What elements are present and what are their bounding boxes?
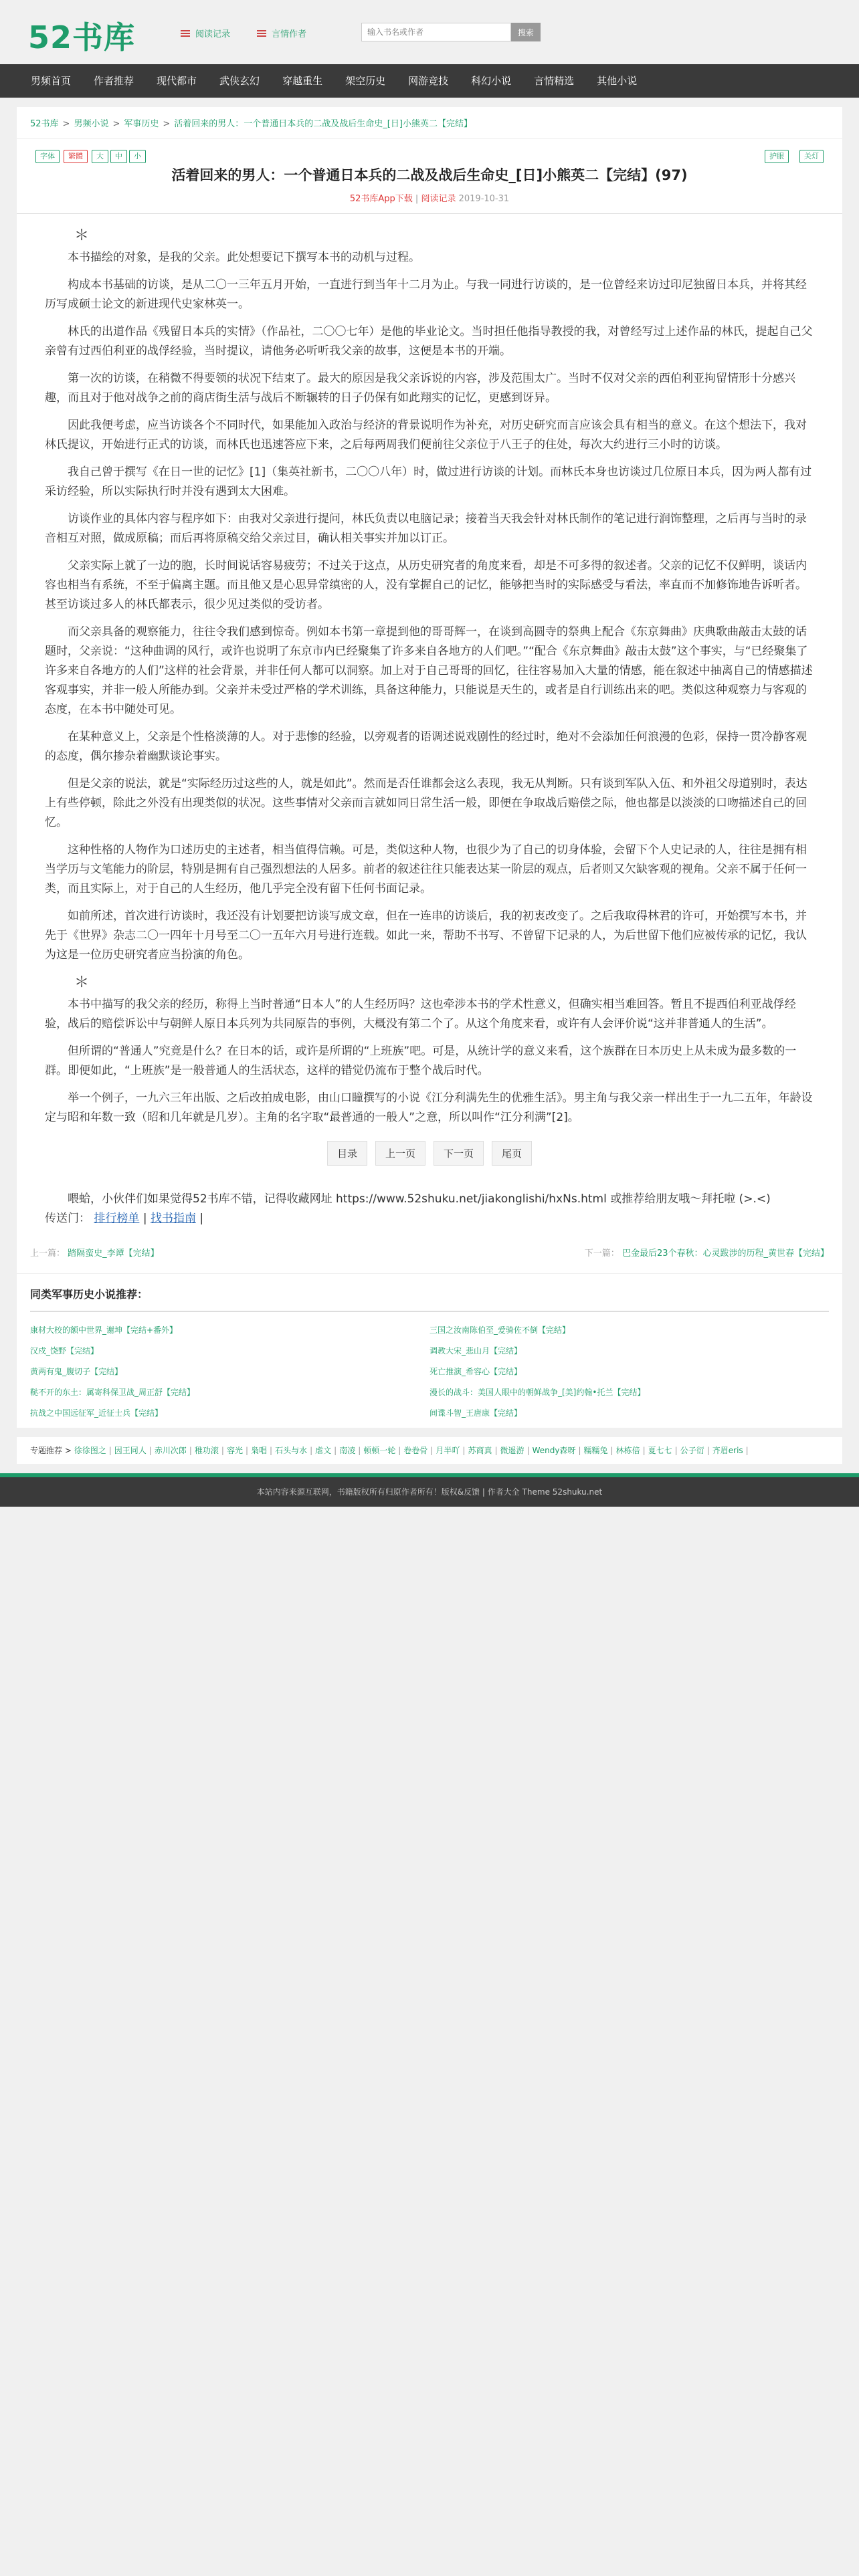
tag-separator: | (610, 1446, 613, 1455)
font-small-button[interactable]: 小 (129, 150, 146, 163)
topic-tag[interactable]: 石头与水 (275, 1446, 308, 1455)
app-download-link[interactable]: 52书库App下载 (349, 194, 413, 204)
chapter-title: 活着回来的男人：一个普通日本兵的二战及战后生命史_[日]小熊英二【完结】(97) (171, 167, 688, 183)
paragraph: 在某种意义上，父亲是个性格淡薄的人。对于悲惨的经验，以旁观者的语调述说戏剧性的经过时，绝对不会添加任何浪漫的色彩，保持一贯冷静客观的态度，偶尔掺杂着幽默谈论事实。 (45, 730, 807, 763)
lights-off-button[interactable]: 关灯 (799, 150, 824, 163)
related-book-link[interactable]: 漫长的战斗：美国人眼中的朝鲜战争_[美]约翰•托兰【完结】 (430, 1388, 646, 1397)
topic-tag[interactable]: Wendy森呀 (532, 1446, 576, 1455)
next-article (585, 1246, 829, 1259)
tag-separator: | (270, 1446, 273, 1455)
related-book-link[interactable]: 鞑不开的东土：属寄科保卫战_周正舒【完结】 (30, 1388, 195, 1397)
prev-article (30, 1246, 159, 1259)
font-large-button[interactable]: 大 (92, 150, 108, 163)
romance-authors-label: 言情作者 (272, 29, 307, 39)
topic-tag[interactable]: 顿顿一轮 (363, 1446, 396, 1455)
tag-separator: | (642, 1446, 646, 1455)
paragraph: 我自己曾于撰写《在日一世的记忆》[1]（集英社新书，二〇〇八年）时，做过进行访谈的计划。而林氏本身也访谈过几位原日本兵，因为两人都有过采访经验，所以实际执行时并没有遇到太大困难。 (45, 465, 812, 498)
reading-history-link[interactable] (181, 27, 230, 39)
nav-item[interactable]: 武侠玄幻 (219, 75, 260, 87)
nav-item[interactable]: 网游竞技 (408, 75, 449, 87)
paragraph: 父亲实际上就了一边的胞，长时间说话容易疲劳；不过关于这点，从历史研究者的角度来看，却是不可多得的叙述者。父亲的记忆不仅鲜明，谈话内容也相当有系统，不至于偏离主题。而且他又是心思异常缜密的人，没有掌握自己的记忆，能够把当时的实际感受与看法，率直而不加修饰地告诉听者。甚至访谈过多人的林氏都表示，很少见过类似的受访者。 (45, 559, 807, 611)
section-marker: ＊ (74, 974, 90, 991)
font-medium-button[interactable]: 中 (110, 150, 127, 163)
paragraph: 而父亲具备的观察能力，往往令我们感到惊奇。例如本书第一章提到他的哥哥辉一，在谈到高圆寺的祭典上配合《东京舞曲》庆典歌曲敲击太鼓的话题时，父亲说：“这种曲调的风行，或许也说明了东京市内已经聚集了许多来自各地方的人们吧。”“配合《东京舞曲》敲击太鼓”这个事实，与“已经聚集了许多来自各地方的人们”这样的社会背景，并非任何人都可以洞察。加上对于自己哥哥的回忆，往往容易加入大量的情感，能在叙述中抽离自己的情感描述客观事实，并非一般人所能办到。父亲并未受过严格的学术训练，具备这种能力，只能说是天生的，或者是自行训练出来的吧。类似这种观察力与客观的态度，在本书中随处可见。 (45, 625, 813, 716)
prev-next-articles (17, 1228, 842, 1274)
romance-authors-link[interactable] (257, 27, 306, 39)
site-logo[interactable]: 52书库 (28, 19, 136, 56)
chapter-meta (17, 191, 842, 204)
breadcrumb-item[interactable]: 活着回来的男人：一个普通日本兵的二战及战后生命史_[日]小熊英二【完结】 (174, 119, 472, 129)
paragraph: 本书中描写的我父亲的经历，称得上当时普通“日本人”的人生经历吗？这也牵涉本书的学术性意义，但确实相当难回答。暂且不提西伯利亚战俘经验，战后的赔偿诉讼中与朝鲜人原日本兵列为共同原告的事例，大概没有第二个了。从这个角度来看，或许有人会评价说“这并非普通人的生活”。 (45, 998, 796, 1031)
tag-separator: | (189, 1446, 192, 1455)
topic-tag[interactable]: 枭唱 (251, 1446, 268, 1455)
tag-separator: | (358, 1446, 361, 1455)
tag-separator: | (334, 1446, 337, 1455)
chapter-pager (17, 1141, 842, 1166)
tag-separator: | (462, 1446, 466, 1455)
topic-tag[interactable]: 卷卷骨 (403, 1446, 428, 1455)
paragraph: 举一个例子，一九六三年出版、之后改拍成电影，由山口瞳撰写的小说《江分利满先生的优雅生活》。男主角与我父亲一样出生于一九二五年，年龄设定与昭和年数一致（昭和几年就是几岁）。主角的名字取“最普通的一般人”之意，所以叫作“江分利满”[2]。 (45, 1091, 813, 1124)
next-article-label: 下一篇： (584, 1249, 619, 1259)
tag-separator: | (108, 1446, 112, 1455)
related-book-link[interactable]: 间谍斗智_王唐康【完结】 (430, 1408, 522, 1418)
next-article-link[interactable]: 巴金最后23个春秋：心灵跋涉的历程_黄世春【完结】 (622, 1249, 829, 1259)
prev-page-button[interactable]: 上一页 (375, 1141, 425, 1166)
related-book-link[interactable]: 汉戍_饶野【完结】 (30, 1346, 99, 1356)
paragraph: 但是父亲的说法，就是“实际经历过这些的人，就是如此”。然而是否任谁都会这么表现，我无从判断。只有谈到军队入伍、和外祖父母道别时，表达上有些停顿，除此之外没有出现类似的状况。这些事情对父亲而言就如同日常生活一般，即便在争取战后赔偿之际，他也都是以淡淡的口吻描述自己的回忆。 (45, 777, 807, 829)
reading-history-label: 阅读记录 (195, 29, 231, 39)
search-guide-link[interactable]: 找书指南 (150, 1212, 196, 1225)
paragraph: 这种性格的人物作为口述历史的主述者，相当值得信赖。可是，类似这种人物，也很少为了自己的切身体验，会留下个人史记录的人，往往是拥有相当学历与文笔能力的阶层，特别是拥有自己强烈想法的人居多。前者的叙述往往只能表达某一阶层的观点，后者则又欠缺客观的视角。父亲不属于任何一类，而且实际上，对于自己的人生经历，他几乎完全没有留下任何书面记录。 (45, 843, 807, 895)
topic-tag[interactable]: 赤川次郎 (154, 1446, 187, 1455)
chapter-content (17, 214, 842, 1128)
main-nav (0, 64, 859, 98)
breadcrumb-item[interactable]: 52书库 (30, 119, 59, 129)
topic-tag[interactable]: 容光 (226, 1446, 243, 1455)
topic-tag[interactable]: 南凌 (339, 1446, 356, 1455)
tag-separator: | (494, 1446, 498, 1455)
search-input[interactable] (361, 23, 511, 41)
breadcrumb-item[interactable]: 男频小说 (74, 119, 109, 129)
portal-links (45, 1209, 814, 1228)
tag-separator: | (674, 1446, 678, 1455)
tag-separator: | (310, 1446, 313, 1455)
publish-date: 2019-10-31 (458, 194, 510, 204)
portal-separator: | (199, 1212, 204, 1225)
nav-item[interactable]: 男频首页 (31, 75, 72, 87)
paragraph: 如前所述，首次进行访谈时，我还没有计划要把访谈写成文章，但在一连串的访谈后，我的初衷改变了。之后我取得林君的许可，开始撰写本书，并先于《世界》杂志二〇一四年十月号至二〇一五年六月号进行连载。如此一来，帮助不书写、不曾留下记录的人，为后世留下他们应被传承的记忆，我认为这是一位历史研究者应当扮演的角色。 (45, 909, 807, 962)
topic-tag[interactable]: 微遥游 (500, 1446, 524, 1455)
eye-care-button[interactable]: 护眼 (765, 150, 789, 163)
nav-item[interactable]: 穿越重生 (282, 75, 323, 87)
breadcrumb (17, 107, 842, 139)
related-book-link[interactable]: 抗战之中国远征军_近征士兵【完结】 (30, 1408, 163, 1418)
paragraph: 因此我便考虑，应当访谈各个不同时代，如果能加入政治与经济的背景说明作为补充，对历史研究而言应该会具有相当的意义。在这个想法下，我对林氏提议，开始进行正式的访谈，而林氏也迅速答应下来，之后每两周我们便前往父亲位于八王子的住处，每次大约进行三小时的访谈。 (45, 419, 807, 451)
paragraph: 但所谓的“普通人”究竟是什么？在日本的话，或许是所谓的“上班族”吧。可是，从统计学的意义来看，这个族群在日本历史上从未成为最多数的一群。即便如此，“上班族”是一般普通人的生活状态，这样的错觉仍流布于整个战后时代。 (45, 1045, 797, 1077)
prev-article-link[interactable]: 踏隔蛮史_李谭【完结】 (68, 1249, 159, 1259)
tag-separator: | (745, 1446, 749, 1455)
search-box (361, 23, 541, 41)
search-button[interactable]: 搜索 (511, 23, 541, 41)
toc-button[interactable]: 目录 (327, 1141, 367, 1166)
nav-item[interactable]: 其他小说 (597, 75, 638, 87)
breadcrumb-separator: > (112, 119, 120, 129)
tag-separator: | (245, 1446, 249, 1455)
paragraph: 访谈作业的具体内容与程序如下：由我对父亲进行提问，林氏负责以电脑记录；接着当天我会针对林氏制作的笔记进行润饰整理，之后再与当时的录音相互对照，做成原稿；而后再将原稿交给父亲过目，确认相关事实并加以订正。 (45, 512, 807, 545)
tag-separator: | (527, 1446, 530, 1455)
prev-article-label: 上一篇： (30, 1249, 66, 1259)
topic-tag[interactable]: 徐徐图之 (74, 1446, 106, 1455)
nav-item[interactable]: 架空历史 (345, 75, 386, 87)
nav-item[interactable]: 作者推荐 (94, 75, 134, 87)
topic-tag[interactable]: 因王同人 (114, 1446, 147, 1455)
portal-separator: | (142, 1212, 147, 1225)
portal-label: 传送门： (45, 1212, 90, 1225)
tag-separator: | (221, 1446, 224, 1455)
tag-separator: | (706, 1446, 710, 1455)
bookmark-text: 喂蛤，小伙伴们如果觉得52书库不错，记得收藏网址 https://www.52shuku.net/jiakonglishi/hxNs.html 或推荐给朋友哦～拜托啦 (>.<) (68, 1192, 771, 1206)
paragraph: 本书描绘的对象，是我的父亲。此处想要记下撰写本书的动机与过程。 (68, 251, 420, 264)
nav-item[interactable]: 言情精选 (534, 75, 575, 87)
font-button[interactable]: 字体 (35, 150, 60, 163)
topic-tag[interactable]: 稚功滚 (194, 1446, 219, 1455)
related-book-link[interactable]: 三国之汝南陈伯至_爱骑佐不倒【完结】 (430, 1325, 571, 1335)
tag-separator: | (430, 1446, 434, 1455)
topic-tags-label: 专题推荐 > (30, 1446, 72, 1455)
meta-separator: | (415, 194, 419, 204)
traditional-button[interactable]: 繁體 (64, 150, 88, 163)
tag-separator: | (149, 1446, 152, 1455)
related-book-link[interactable]: 死亡推演_希容心【完结】 (430, 1367, 522, 1376)
list-icon (257, 30, 266, 37)
topic-tag[interactable]: 月半吖 (436, 1446, 460, 1455)
last-page-button[interactable]: 尾页 (492, 1141, 532, 1166)
section-marker: ＊ (74, 227, 90, 244)
topic-tag[interactable]: 齐眉eris (712, 1446, 743, 1455)
rankings-link[interactable]: 排行榜单 (94, 1212, 140, 1225)
paragraph: 第一次的访谈，在稍微不得要领的状况下结束了。最大的原因是我父亲诉说的内容，涉及范围太广。当时不仅对父亲的西伯利亚拘留情形十分感兴趣，而且对于他对战争之前的商店街生活与战后不断辗转的日子仍保有如此翔实的记忆，更感到讶异。 (45, 372, 795, 405)
related-list (17, 1312, 842, 1428)
related-book-link[interactable]: 黄两有鬼_腹切子【完结】 (30, 1367, 123, 1376)
nav-item[interactable]: 科幻小说 (471, 75, 512, 87)
paragraph: 构成本书基础的访谈，是从二〇一三年五月开始，一直进行到当年十二月为止。与我一同进行访谈的，是一位曾经来访过印尼独留日本兵，并将其经历写成硕士论文的新进现代史家林英一。 (45, 278, 807, 311)
tag-separator: | (398, 1446, 401, 1455)
topic-tag[interactable]: 虐文 (315, 1446, 332, 1455)
topic-tag[interactable]: 林栋倍 (615, 1446, 640, 1455)
nav-item[interactable]: 现代都市 (157, 75, 197, 87)
main-panel (17, 107, 842, 1428)
related-book-link[interactable]: 康材大校的额中世界_谢坤【完结+番外】 (30, 1325, 178, 1335)
paragraph: 林氏的出道作品《残留日本兵的实情》（作品社，二〇〇七年）是他的毕业论文。当时担任他指导教授的我，对曾经写过上述作品的林氏，提起自己父亲曾有过西伯利亚的战俘经验，当时提议，请他务必听听我父亲的故事，这便是本书的开端。 (45, 325, 813, 358)
reader-toolbar (17, 139, 842, 166)
breadcrumb-item[interactable]: 军事历史 (124, 119, 159, 129)
topic-tags (17, 1437, 842, 1464)
topic-tag[interactable]: 公子衍 (680, 1446, 704, 1455)
list-icon (181, 30, 190, 37)
site-header (0, 0, 859, 64)
related-heading: 同类军事历史小说推荐： (30, 1274, 829, 1312)
next-page-button[interactable]: 下一页 (434, 1141, 484, 1166)
related-book-link[interactable]: 调教大宋_悲山月【完结】 (430, 1346, 522, 1356)
topic-tag[interactable]: 苏商真 (468, 1446, 492, 1455)
topic-tag[interactable]: 糯糯兔 (583, 1446, 608, 1455)
tag-separator: | (578, 1446, 581, 1455)
site-footer: 本站内容来源互联网，书籍版权所有归原作者所有！版权&反馈 | 作者大全 Theme 52shuku.net (0, 1473, 859, 1507)
topic-tag[interactable]: 夏七七 (648, 1446, 672, 1455)
breadcrumb-separator: > (62, 119, 70, 129)
breadcrumb-separator: > (163, 119, 171, 129)
reading-history-meta-link[interactable]: 阅读记录 (421, 194, 456, 204)
bookmark-note (17, 1190, 842, 1228)
